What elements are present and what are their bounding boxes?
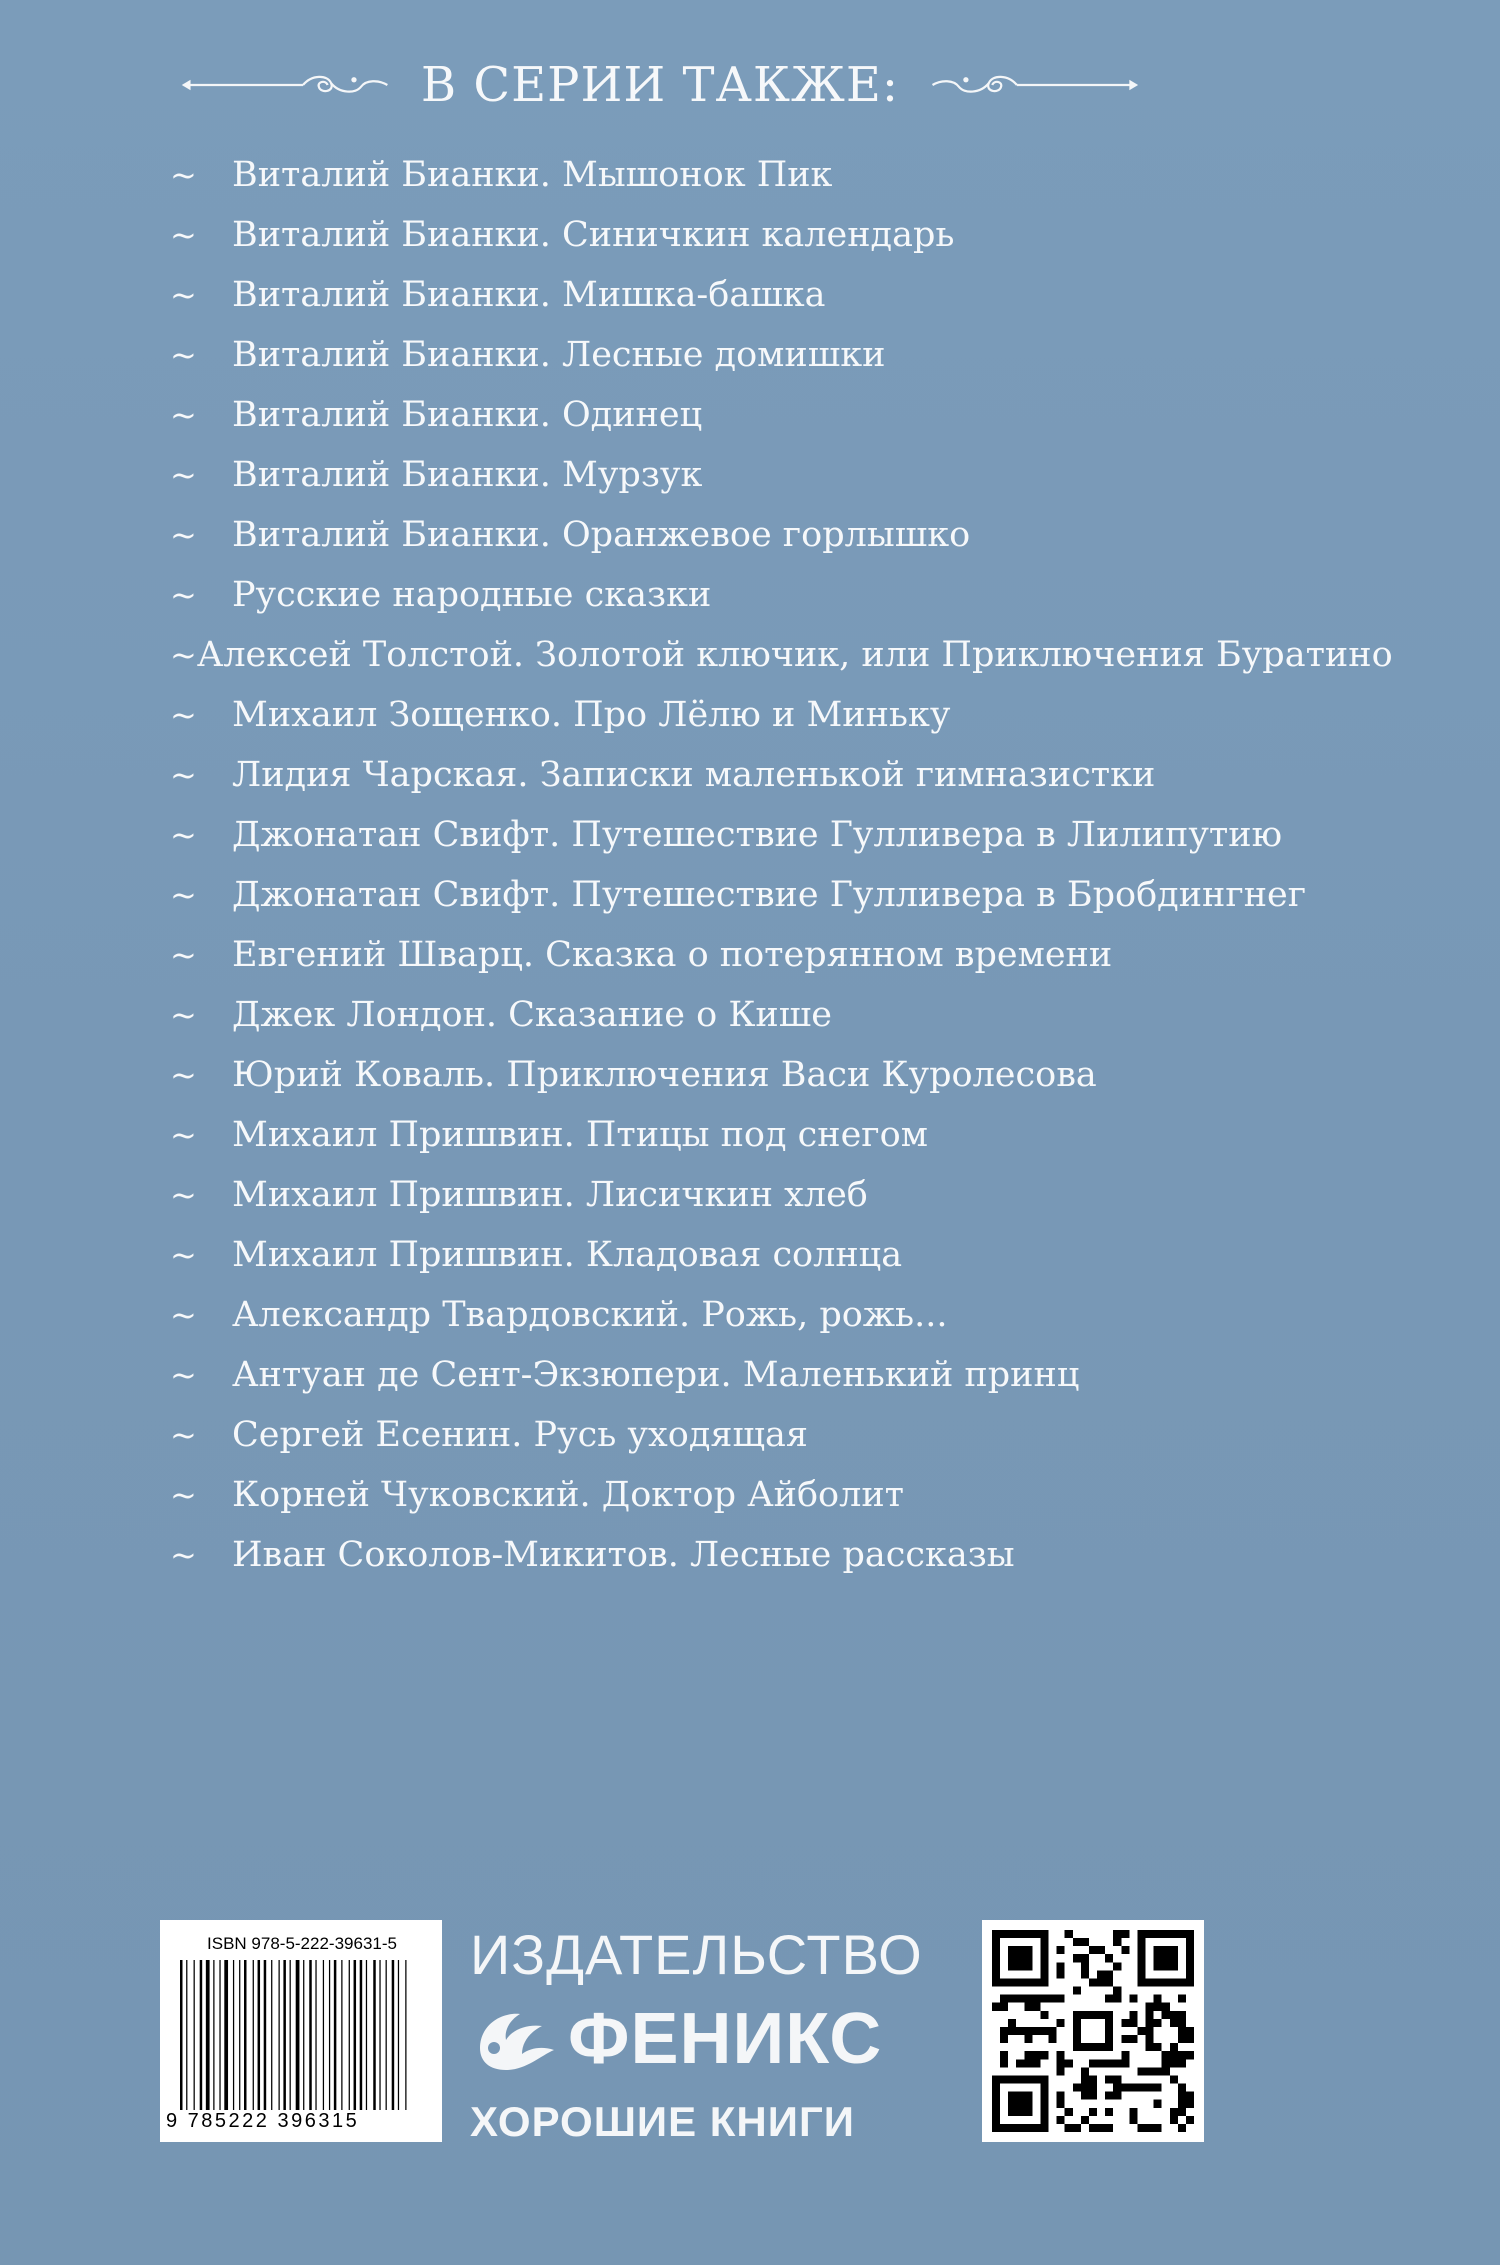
- qr-module: [1024, 2035, 1032, 2043]
- qr-module: [1113, 1962, 1121, 1970]
- list-item: [170, 445, 1320, 505]
- qr-module: [1032, 2027, 1040, 2035]
- qr-module: [1000, 2059, 1008, 2067]
- book-title: Виталий Бианки. Одинец: [232, 395, 703, 435]
- qr-module: [1137, 2067, 1145, 2075]
- list-item: [170, 1285, 1320, 1345]
- barcode-bar: [329, 1960, 330, 2110]
- qr-module: [1073, 2084, 1081, 2092]
- publisher-slogan: ХОРОШИЕ КНИГИ: [470, 2098, 855, 2145]
- qr-module: [1154, 2067, 1162, 2075]
- series-title: В СЕРИИ ТАКЖЕ:: [420, 57, 900, 113]
- qr-module: [1137, 2124, 1145, 2132]
- qr-module: [1049, 1995, 1057, 2003]
- book-title: Лидия Чарская. Записки маленькой гимназистки: [232, 755, 1156, 795]
- qr-module: [1170, 2116, 1178, 2124]
- barcode-bar: [224, 1960, 228, 2110]
- qr-module: [1129, 2108, 1137, 2116]
- barcode-bar: [233, 1960, 234, 2110]
- list-item: [170, 205, 1320, 265]
- qr-module: [1178, 1995, 1186, 2003]
- book-title: Джонатан Свифт. Путешествие Гулливера в Лилипутию: [232, 815, 1283, 855]
- book-title: Виталий Бианки. Мышонок Пик: [232, 155, 833, 195]
- qr-module: [1008, 1995, 1016, 2003]
- qr-module: [1113, 1938, 1121, 1946]
- qr-module: [1016, 2027, 1024, 2035]
- qr-module: [1097, 2124, 1105, 2132]
- qr-module: [1057, 2067, 1065, 2075]
- barcode-bar: [379, 1960, 380, 2110]
- qr-module: [1121, 2084, 1129, 2092]
- list-item: [170, 805, 1320, 865]
- tilde-marker: ~: [170, 216, 197, 254]
- footer-panel: [160, 1920, 1210, 2150]
- qr-module: [1097, 1946, 1105, 1954]
- qr-module: [1000, 2027, 1008, 2035]
- qr-module: [1170, 2043, 1178, 2051]
- qr-module: [1154, 2019, 1162, 2027]
- tilde-marker: ~: [170, 756, 197, 794]
- qr-module: [1170, 2051, 1178, 2059]
- barcode-bar: [271, 1960, 272, 2110]
- qr-module: [1129, 1995, 1137, 2003]
- barcode-bar: [213, 1960, 214, 2110]
- qr-module: [1105, 1995, 1113, 2003]
- qr-module: [1081, 2019, 1105, 2043]
- tilde-marker: ~: [170, 1416, 197, 1454]
- qr-module: [1121, 1946, 1129, 1954]
- list-item: [170, 265, 1320, 325]
- barcode-bar: [290, 1960, 291, 2110]
- qr-module: [1162, 2003, 1170, 2011]
- qr-module: [1129, 2084, 1137, 2092]
- list-item: [170, 985, 1320, 1045]
- qr-module: [1154, 2084, 1162, 2092]
- qr-module: [1121, 2035, 1129, 2043]
- qr-module: [1146, 2003, 1154, 2011]
- qr-module: [1146, 2011, 1154, 2019]
- qr-module: [1040, 2011, 1048, 2019]
- qr-module: [1073, 1987, 1081, 1995]
- qr-module: [1089, 2075, 1097, 2083]
- tilde-marker: ~: [170, 1176, 197, 1214]
- barcode-bar: [360, 1960, 363, 2110]
- qr-module: [1186, 2027, 1194, 2035]
- book-title: Михаил Пришвин. Лисичкин хлеб: [232, 1175, 868, 1215]
- qr-module: [1057, 2051, 1065, 2059]
- qr-module: [1170, 2075, 1178, 2083]
- book-title: Сергей Есенин. Русь уходящая: [232, 1415, 808, 1455]
- barcode-bar: [258, 1960, 261, 2110]
- qr-module: [1057, 1970, 1065, 1978]
- qr-module: [1081, 1954, 1089, 1962]
- qr-module: [1000, 2035, 1008, 2043]
- book-title: Виталий Бианки. Оранжевое горлышко: [232, 515, 971, 555]
- qr-module: [1081, 2084, 1089, 2092]
- qr-module: [1089, 1978, 1097, 1986]
- qr-module: [1089, 2092, 1097, 2100]
- qr-module: [1105, 2108, 1113, 2116]
- qr-module: [1024, 2003, 1032, 2011]
- qr-module: [992, 2003, 1000, 2011]
- qr-module: [1178, 2059, 1186, 2067]
- list-item: [170, 385, 1320, 445]
- tilde-marker: ~: [170, 456, 197, 494]
- qr-module: [1154, 2043, 1162, 2051]
- qr-module: [1081, 2067, 1089, 2075]
- barcode-bar: [392, 1960, 395, 2110]
- qr-module: [1154, 2100, 1162, 2108]
- qr-module: [1032, 1995, 1040, 2003]
- ean-digits: 9 785222 396315: [166, 2110, 360, 2132]
- qr-module: [1089, 2084, 1097, 2092]
- qr-module: [1057, 1962, 1065, 1970]
- barcode-bar: [244, 1960, 247, 2110]
- tilde-marker: ~: [170, 1116, 197, 1154]
- barcode-bar: [296, 1960, 300, 2110]
- book-title: Джонатан Свифт. Путешествие Гулливера в Бробдингнег: [232, 875, 1307, 915]
- qr-module: [1137, 2084, 1145, 2092]
- qr-module: [1178, 2108, 1186, 2116]
- series-book-list: [170, 145, 1393, 1585]
- barcode-bar: [315, 1960, 316, 2110]
- qr-code-icon: [992, 1930, 1194, 2132]
- qr-code[interactable]: [982, 1920, 1204, 2142]
- book-title: Михаил Пришвин. Кладовая солнца: [232, 1235, 903, 1275]
- list-item: [170, 745, 1320, 805]
- qr-module: [1121, 2059, 1129, 2067]
- qr-module: [1146, 2124, 1154, 2132]
- qr-module: [1129, 2035, 1137, 2043]
- qr-module: [1032, 2051, 1040, 2059]
- qr-module: [1073, 1938, 1081, 1946]
- qr-module: [1162, 2051, 1170, 2059]
- book-title: Антуан де Сент-Экзюпери. Маленький принц: [232, 1355, 1080, 1395]
- tilde-marker: ~: [170, 396, 197, 434]
- barcode-bar: [309, 1960, 312, 2110]
- book-title: Александр Твардовский. Рожь, рожь...: [232, 1295, 948, 1335]
- qr-module: [1137, 2027, 1145, 2035]
- qr-module: [1049, 2035, 1057, 2043]
- qr-module: [1162, 2059, 1170, 2067]
- qr-module: [1040, 2027, 1048, 2035]
- qr-module: [1129, 2019, 1137, 2027]
- qr-module: [1097, 2059, 1105, 2067]
- barcode-icon: [180, 1960, 422, 2110]
- right-ornament-icon: [929, 65, 1140, 105]
- qr-module: [1146, 2027, 1154, 2035]
- tilde-marker: ~: [170, 636, 197, 674]
- list-item: [170, 505, 1320, 565]
- qr-module: [1178, 2092, 1186, 2100]
- qr-module: [1178, 2124, 1186, 2132]
- book-title: Михаил Пришвин. Птицы под снегом: [232, 1115, 928, 1155]
- qr-module: [1065, 2124, 1073, 2132]
- qr-module: [1081, 1970, 1089, 1978]
- tilde-marker: ~: [170, 1236, 197, 1274]
- qr-module: [1129, 2116, 1137, 2124]
- list-item: [170, 625, 1393, 685]
- qr-module: [1024, 2059, 1032, 2067]
- list-item: [170, 1225, 1320, 1285]
- qr-module: [1057, 2116, 1065, 2124]
- barcode-bar: [283, 1960, 286, 2110]
- barcode-bar: [239, 1960, 240, 2110]
- qr-module: [1008, 2027, 1016, 2035]
- book-title: Юрий Коваль. Приключения Васи Куролесова: [232, 1055, 1097, 1095]
- barcode-bar: [194, 1960, 195, 2110]
- qr-module: [1186, 2092, 1194, 2100]
- book-title: Евгений Шварц. Сказка о потерянном времени: [232, 935, 1113, 975]
- barcode-bar: [366, 1960, 367, 2110]
- qr-module: [1146, 2035, 1154, 2043]
- left-ornament-icon: [180, 65, 391, 105]
- qr-module: [1113, 2084, 1121, 2092]
- qr-module: [1170, 2019, 1178, 2027]
- tilde-marker: ~: [170, 696, 197, 734]
- book-title: Корней Чуковский. Доктор Айболит: [232, 1475, 905, 1515]
- barcode-bar: [334, 1960, 337, 2110]
- tilde-marker: ~: [170, 576, 197, 614]
- qr-module: [1121, 2019, 1129, 2027]
- barcode-bar: [279, 1960, 280, 2110]
- qr-module: [1170, 2059, 1178, 2067]
- qr-module: [1162, 2067, 1170, 2075]
- qr-module: [1040, 2051, 1048, 2059]
- book-title: Джек Лондон. Сказание о Кише: [232, 995, 833, 1035]
- qr-module: [1162, 2011, 1170, 2019]
- barcode-bar: [341, 1960, 342, 2110]
- qr-module: [1024, 1995, 1032, 2003]
- tilde-marker: ~: [170, 1296, 197, 1334]
- list-item: [170, 1165, 1320, 1225]
- qr-module: [1105, 2092, 1113, 2100]
- qr-module: [1024, 2027, 1032, 2035]
- qr-module: [1057, 2059, 1065, 2067]
- qr-module: [1113, 2075, 1121, 2083]
- qr-module: [1097, 1978, 1105, 1986]
- qr-module: [1170, 2011, 1178, 2019]
- barcode-bar: [303, 1960, 304, 2110]
- qr-module: [1154, 1995, 1162, 2003]
- qr-module: [1178, 2019, 1186, 2027]
- isbn-label: ISBN 978-5-222-39631-5: [207, 1934, 397, 1953]
- publisher-label: ИЗДАТЕЛЬСТВО: [470, 1923, 923, 1986]
- tilde-marker: ~: [170, 1476, 197, 1514]
- qr-module: [1186, 2035, 1194, 2043]
- qr-module: [1008, 2019, 1016, 2027]
- tilde-marker: ~: [170, 996, 197, 1034]
- qr-module: [1146, 2019, 1154, 2027]
- book-title: Русские народные сказки: [232, 575, 712, 615]
- qr-module: [1057, 1946, 1065, 1954]
- qr-module: [1113, 1987, 1121, 1995]
- qr-module: [1089, 1946, 1097, 1954]
- qr-module: [1121, 1930, 1129, 1938]
- qr-module: [1113, 1930, 1121, 1938]
- qr-module: [1032, 2059, 1040, 2067]
- barcode-bar: [200, 1960, 203, 2110]
- qr-module: [1089, 2059, 1097, 2067]
- tilde-marker: ~: [170, 1356, 197, 1394]
- qr-module: [1105, 2059, 1113, 2067]
- barcode-bar: [264, 1960, 267, 2110]
- book-title: Иван Соколов-Микитов. Лесные рассказы: [232, 1535, 1015, 1575]
- barcode-bar: [323, 1960, 324, 2110]
- barcode-bar: [386, 1960, 387, 2110]
- qr-module: [1073, 2124, 1081, 2132]
- list-item: [170, 1405, 1320, 1465]
- book-title: Виталий Бианки. Лесные домишки: [232, 335, 886, 375]
- tilde-marker: ~: [170, 1056, 197, 1094]
- qr-module: [1178, 2011, 1186, 2019]
- qr-module: [1081, 2116, 1089, 2124]
- list-item: [170, 1465, 1320, 1525]
- qr-module: [1081, 1962, 1089, 1970]
- list-item: [170, 1045, 1320, 1105]
- qr-module: [1057, 2019, 1065, 2027]
- book-title: Виталий Бианки. Мишка-башка: [232, 275, 826, 315]
- barcode-bar: [405, 1960, 406, 2110]
- list-item: [170, 925, 1320, 985]
- qr-module: [1032, 2003, 1040, 2011]
- qr-module: [1065, 2108, 1073, 2116]
- qr-module: [1105, 1978, 1113, 1986]
- qr-module: [1113, 2059, 1121, 2067]
- qr-module: [1178, 2035, 1186, 2043]
- series-header: [180, 40, 1140, 130]
- tilde-marker: ~: [170, 936, 197, 974]
- list-item: [170, 325, 1320, 385]
- qr-module: [1170, 2108, 1178, 2116]
- qr-module: [1105, 1954, 1113, 1962]
- barcode-bar: [206, 1960, 210, 2110]
- list-item: [170, 865, 1320, 925]
- list-item: [170, 685, 1320, 745]
- qr-module: [1186, 2116, 1194, 2124]
- qr-module: [1089, 2108, 1097, 2116]
- book-title: Алексей Толстой. Золотой ключик, или Приключения Буратино: [196, 635, 1393, 675]
- qr-module: [1186, 2100, 1194, 2108]
- qr-module: [1008, 1946, 1032, 1970]
- qr-module: [1154, 2003, 1162, 2011]
- barcode-bar: [219, 1960, 220, 2110]
- qr-module: [1146, 2043, 1154, 2051]
- qr-module: [1113, 1995, 1121, 2003]
- qr-module: [1065, 1930, 1073, 1938]
- qr-module: [1178, 2100, 1186, 2108]
- qr-module: [1008, 2092, 1032, 2116]
- qr-module: [1016, 1995, 1024, 2003]
- qr-module: [1000, 1995, 1008, 2003]
- barcode-bar: [398, 1960, 399, 2110]
- qr-module: [1016, 2059, 1024, 2067]
- qr-module: [1000, 2003, 1008, 2011]
- qr-module: [1065, 2059, 1073, 2067]
- tilde-marker: ~: [170, 816, 197, 854]
- qr-module: [1105, 2075, 1113, 2083]
- list-item: [170, 565, 1320, 625]
- qr-module: [1097, 1970, 1105, 1978]
- qr-module: [1146, 2067, 1154, 2075]
- qr-module: [1081, 1938, 1089, 1946]
- qr-module: [1186, 2051, 1194, 2059]
- barcode-bar: [186, 1960, 187, 2110]
- phoenix-logo-icon: [470, 2004, 560, 2078]
- qr-module: [1105, 1970, 1113, 1978]
- qr-module: [1146, 2084, 1154, 2092]
- book-title: Михаил Зощенко. Про Лёлю и Миньку: [232, 695, 951, 735]
- barcode-bar: [349, 1960, 350, 2110]
- book-title: Виталий Бианки. Синичкин календарь: [232, 215, 955, 255]
- qr-module: [1129, 2011, 1137, 2019]
- qr-module: [1081, 2075, 1089, 2083]
- tilde-marker: ~: [170, 156, 197, 194]
- qr-module: [1105, 2124, 1113, 2132]
- list-item: [170, 145, 1320, 205]
- qr-module: [1113, 2092, 1121, 2100]
- qr-module: [1089, 2124, 1097, 2132]
- qr-module: [1073, 1954, 1081, 1962]
- tilde-marker: ~: [170, 876, 197, 914]
- publisher-name: ФЕНИКС: [568, 1999, 883, 2079]
- list-item: [170, 1525, 1320, 1585]
- list-item: [170, 1345, 1320, 1405]
- tilde-marker: ~: [170, 276, 197, 314]
- qr-module: [1178, 2084, 1186, 2092]
- qr-module: [1049, 2027, 1057, 2035]
- qr-module: [1154, 2124, 1162, 2132]
- qr-module: [1057, 2092, 1065, 2100]
- barcode-bar: [180, 1960, 183, 2110]
- tilde-marker: ~: [170, 336, 197, 374]
- tilde-marker: ~: [170, 516, 197, 554]
- list-item: [170, 1105, 1320, 1165]
- barcode-bar: [253, 1960, 254, 2110]
- qr-module: [1040, 1995, 1048, 2003]
- qr-module: [1121, 2051, 1129, 2059]
- qr-module: [1178, 2051, 1186, 2059]
- qr-module: [1081, 2092, 1089, 2100]
- barcode-bar: [354, 1960, 357, 2110]
- qr-module: [1000, 2051, 1008, 2059]
- barcode-bar: [373, 1960, 376, 2110]
- qr-module: [1057, 2100, 1065, 2108]
- qr-module: [1057, 1995, 1065, 2003]
- isbn-barcode: [160, 1920, 442, 2142]
- qr-module: [1178, 2027, 1186, 2035]
- qr-module: [1024, 2051, 1032, 2059]
- tilde-marker: ~: [170, 1536, 197, 1574]
- qr-module: [1154, 1946, 1178, 1970]
- book-title: Виталий Бианки. Мурзук: [232, 455, 703, 495]
